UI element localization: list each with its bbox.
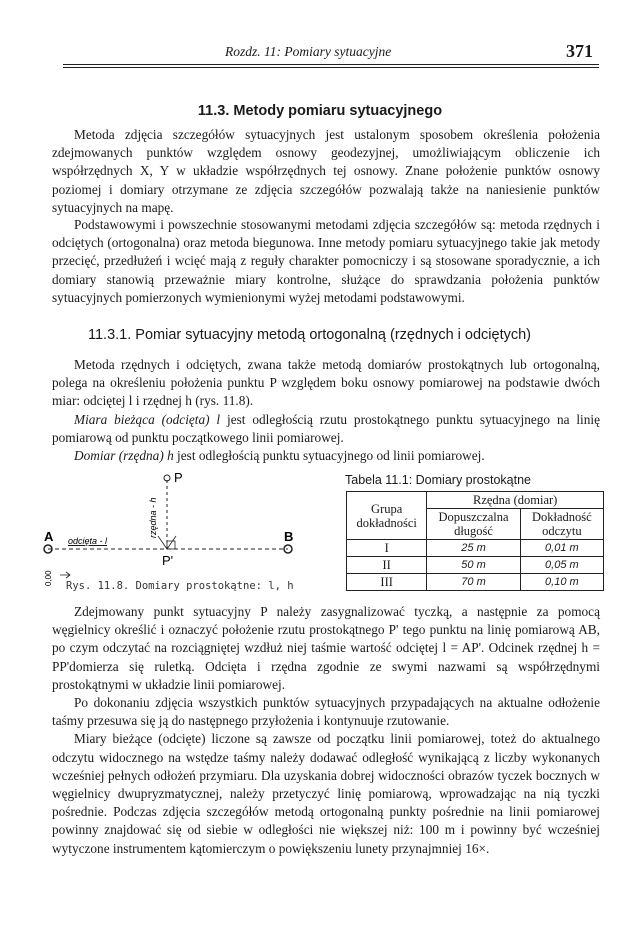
label-B: B xyxy=(284,529,294,544)
cell-group: I xyxy=(347,540,427,557)
body-paragraph-3: Miary bieżące (odcięte) liczone są zawsze od początku linii pomiarowej, toteż do aktualnego odczytu widocznego na wstędze taśmy należy dodawać odległość wynikającą z liczby wykonanych wcześniej pełnych odłożeń przymiaru. Dla uzyskania dobrej widoczności obrazów tyczek bocznych w węgielnicy dwupryzmatycznej, należy przetyczyć linię pomiarową, wprowadzając na nią tyczki pośrednie. Podczas zdjęcia szczegółów metodą ortogonalną punkty pośrednie na linii pomiarowej powinny znajdować się od siebie w odległości nie większej niż: 100 m i powinny być wcześniej wytyczone instrumentem kątomierczym o powiększeniu lunety przynajmniej 16×. xyxy=(52,731,600,856)
subsection-paragraph-1: Metoda rzędnych i odciętych, zwana także metodą domiarów prostokątnych lub ortogonalną, polega na określeniu położenia punktu P względem boku osnowy pomiarowej na podstawie dwóch miar: odciętej l i rzędnej h (rys. 11.8). xyxy=(52,357,600,409)
label-P-prime: P' xyxy=(162,553,174,568)
cell-group: II xyxy=(347,557,427,574)
body-text xyxy=(52,603,600,858)
cell-length: 25 m xyxy=(427,540,520,557)
cell-accuracy: 0,10 m xyxy=(520,574,603,591)
table-row xyxy=(347,574,604,591)
cell-group: III xyxy=(347,574,427,591)
label-A: A xyxy=(44,529,54,544)
body-paragraph-1: Zdejmowany punkt sytuacyjny P należy zasygnalizować tyczką, a następnie za pomocą węgielnicy określić i oznaczyć położenie rzutu prostokątnego P' tego punktu na linię pomiarową AB, po czym odczytać na rozciągniętej wzdłuż niej taśmie wartość odciętej l = AP'. Odcinek rzędnej h = PP'domierza się ruletką. Odcięta i rzędna zgodnie ze swymi nazwami są współrzędnymi prostokątnymi w układzie linii pomiarowej. xyxy=(52,604,600,692)
header-dopuszczalna: Dopuszczalna długość xyxy=(427,509,520,540)
table-caption: Tabela 11.1: Domiary prostokątne xyxy=(345,473,531,487)
subsection-paragraph-3: Domiar (rzędna) h jest odległością punktu sytuacyjnego od linii pomiarowej. xyxy=(74,448,485,464)
label-zero: 0,00 xyxy=(44,570,53,586)
section-paragraph-1: Metoda zdjęcia szczegółów sytuacyjnych jest ustalonym sposobem określenia położenia zdejmowanych punktów względem osnowy geodezyjnej, umożliwiającym obliczenie ich współrzędnych X, Y w układzie współrzędnych tej osnowy. Znane położenie punktów osnowy poziomej i domiary otrzymane ze zdjęcia szczegółów pozwalają także na naniesienie punktów sytuacyjnych na mapę. xyxy=(52,127,600,215)
cell-accuracy: 0,01 m xyxy=(520,540,603,557)
table-row xyxy=(347,557,604,574)
section-title: 11.3. Metody pomiaru sytuacyjnego xyxy=(197,103,443,119)
header-rule-2 xyxy=(63,67,599,68)
page-number: 371 xyxy=(566,41,593,61)
figure-caption: Rys. 11.8. Domiary prostokątne: l, h xyxy=(66,580,294,592)
label-ordinate: rzędna - h xyxy=(148,497,158,538)
header-dokladnosc: Dokładność odczytu xyxy=(520,509,603,540)
section-paragraph-2: Podstawowymi i powszechnie stosowanymi metodami zdjęcia szczegółów są: metoda rzędnych i odciętych (ortogonalna) oraz metoda biegunowa. Inne metody pomiaru sytuacyjnego takie jak metody przecięć, przedłużeń i wcięć mają z reguły charakter pomocniczy i są stosowane sporadycznie, a ich domiary stanowią przeważnie miary kontrolne, służące do sprawdzania położenia punktów sytuacyjnych pomierzonych wymienionymi wyżej metodami podstawowymi. xyxy=(52,217,600,305)
header-rzedna: Rzędna (domiar) xyxy=(427,492,604,509)
header-rule xyxy=(63,64,599,65)
label-P: P xyxy=(174,470,183,485)
running-title: Rozdz. 11: Pomiary sytuacyjne xyxy=(225,44,392,59)
subsection-paragraph-2: Miara bieżąca (odcięta) l jest odległością rzutu prostokątnego punktu sytuacyjnego na linię pomiarową od punktu początkowego linii pomiarowej. xyxy=(52,411,600,445)
cell-length: 70 m xyxy=(427,574,520,591)
figure-orthogonal-offsets xyxy=(40,468,340,593)
subsection-title: 11.3.1. Pomiar sytuacyjny metodą ortogonalną (rzędnych i odciętych) xyxy=(88,327,532,343)
header-group: Grupa dokładności xyxy=(347,492,427,540)
cell-accuracy: 0,05 m xyxy=(520,557,603,574)
body-paragraph-2: Po dokonaniu zdjęcia wszystkich punktów sytuacyjnych przypadających na aktualne odłożenie taśmy przesuwa się ją do następnego przyłożenia i kontynuuje rzutowanie. xyxy=(52,695,600,729)
direction-arrow xyxy=(60,572,70,578)
offsets-table xyxy=(346,491,604,591)
table-row xyxy=(347,540,604,557)
cell-length: 50 m xyxy=(427,557,520,574)
label-abscissa: odcięta - l xyxy=(68,536,108,546)
subsection-text xyxy=(52,356,600,465)
